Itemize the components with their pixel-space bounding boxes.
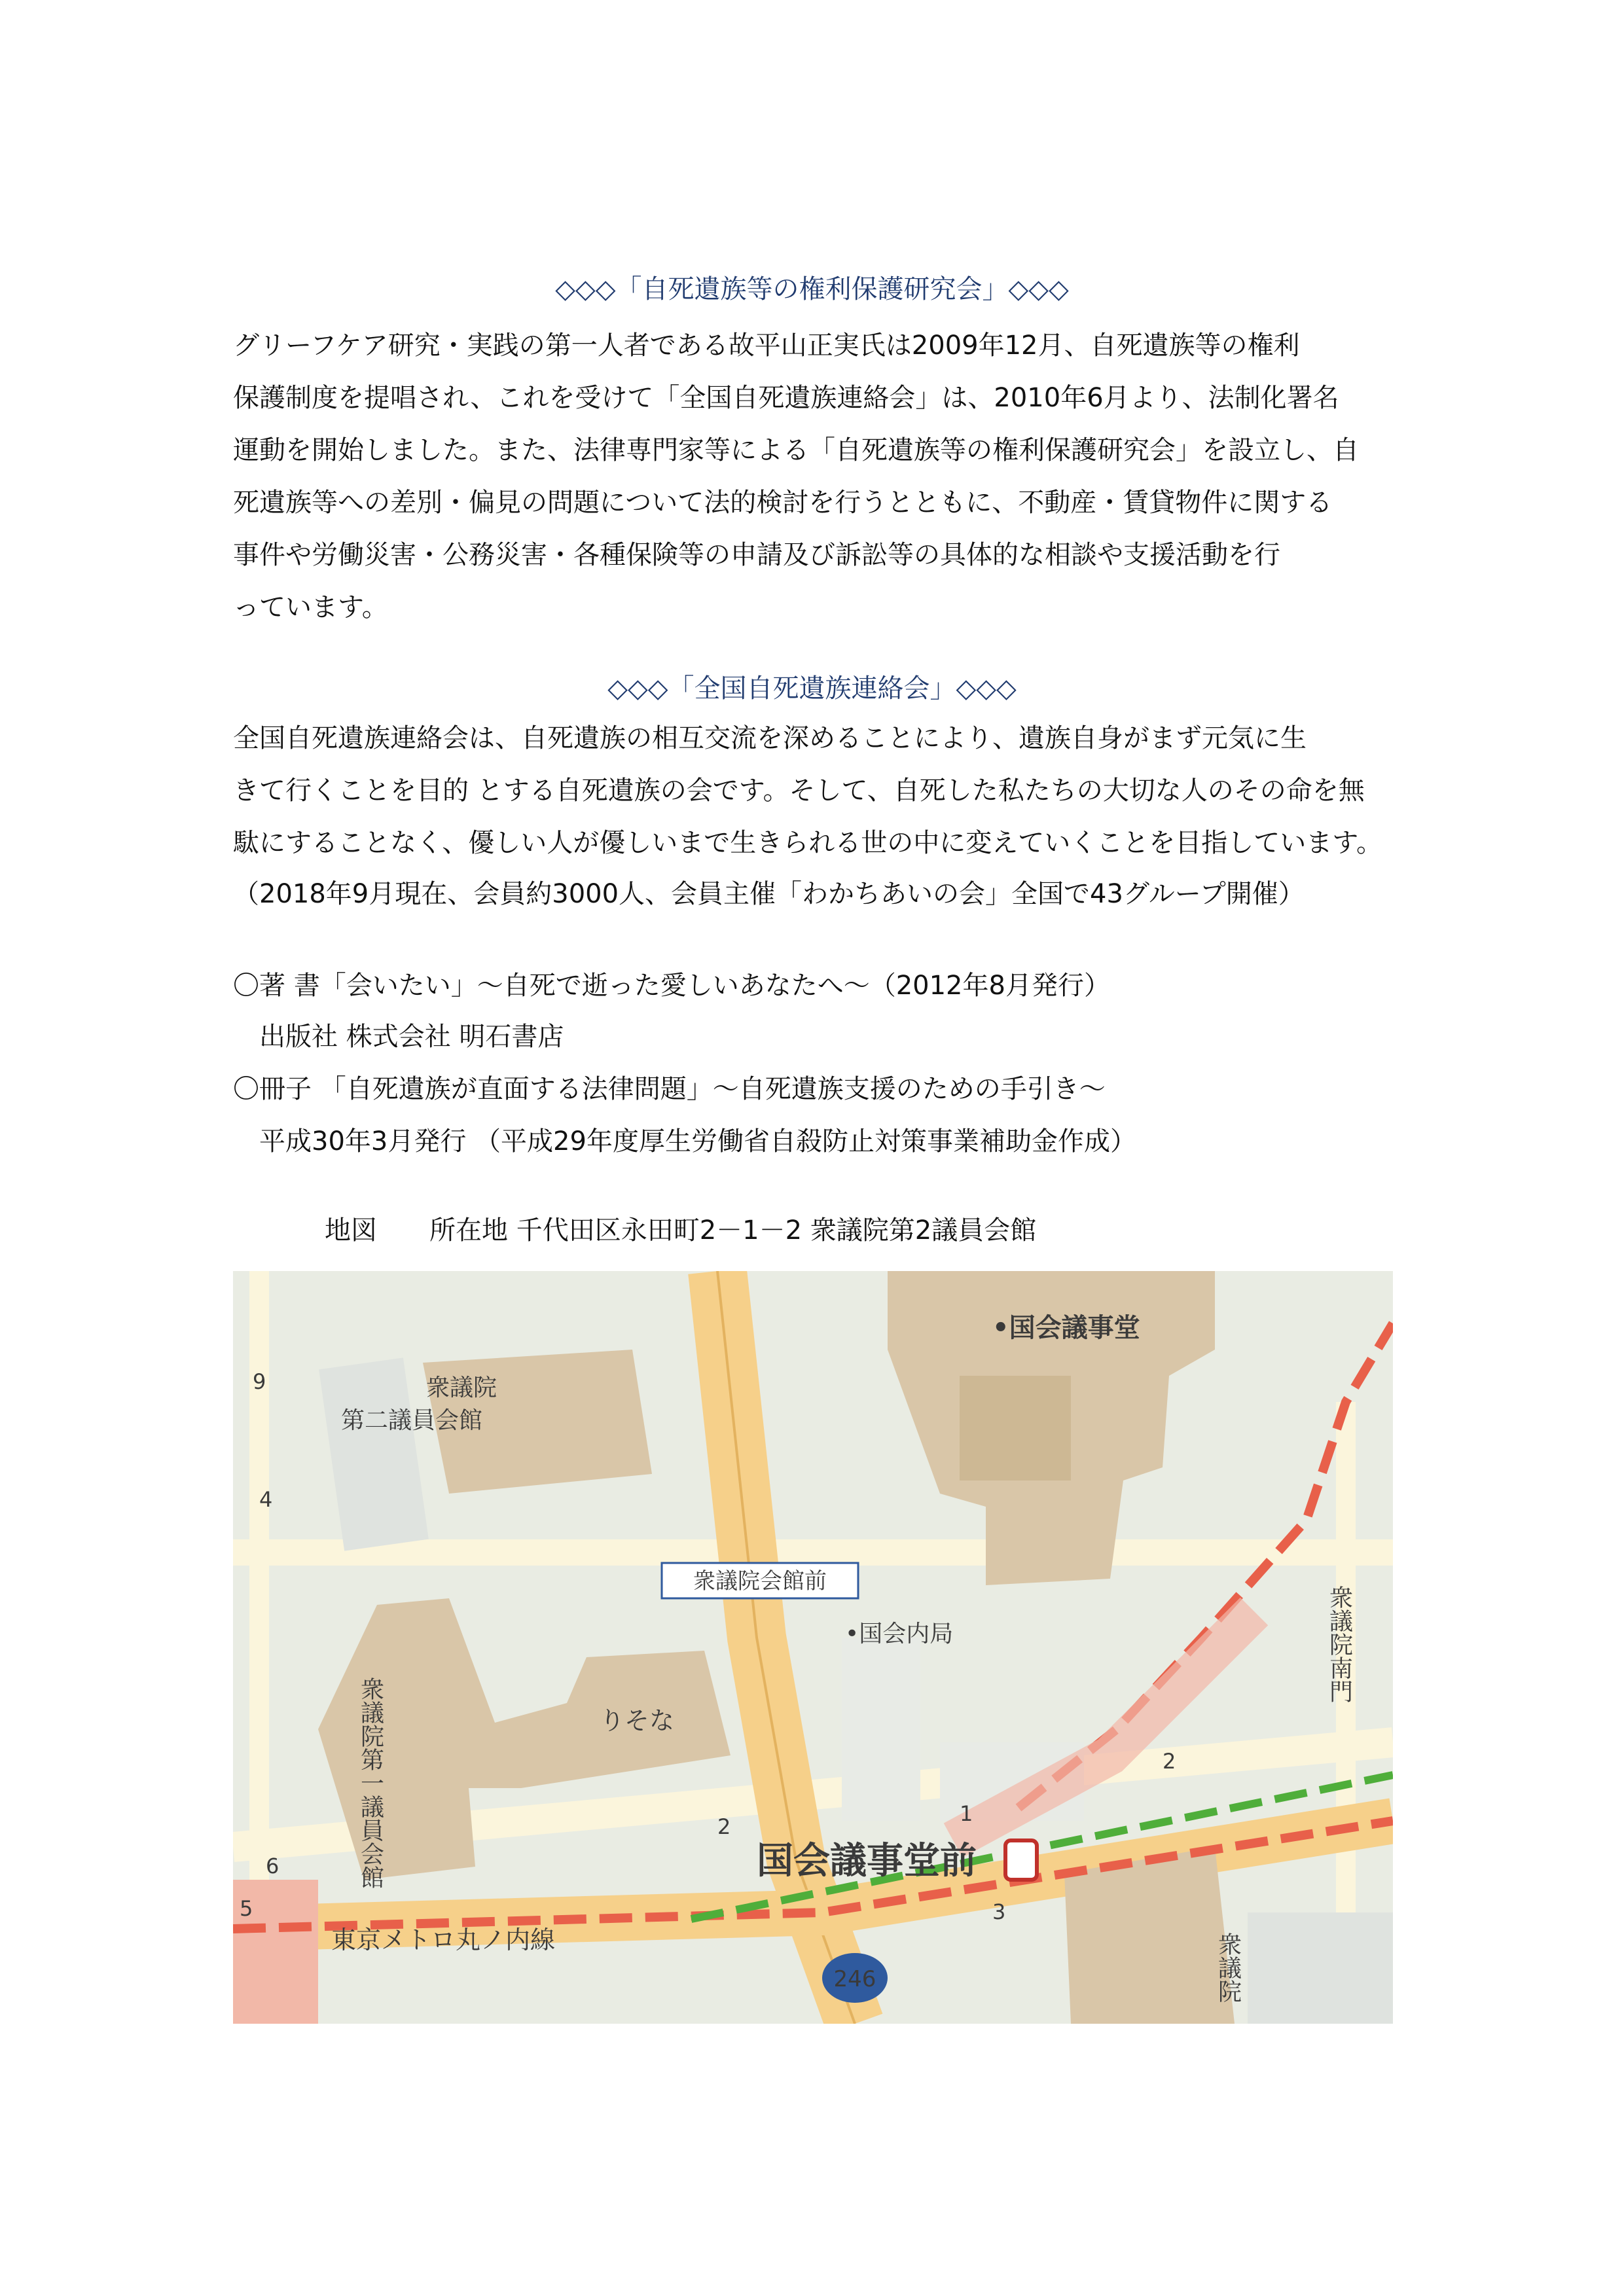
paragraph-line: きて行くことを目的 とする自死遺族の会です。そして、自死した私たちの大切な人のその命を無 bbox=[233, 776, 1365, 806]
map-label-kokkai-post: •国会内局 bbox=[845, 1621, 954, 1647]
paragraph-line: グリーフケア研究・実践の第一人者である故平山正実氏は2009年12月、自死遺族等の権利 bbox=[233, 331, 1300, 361]
section-heading-research: ◇◇◇「自死遺族等の権利保護研究会」◇◇◇ bbox=[555, 274, 1069, 304]
paragraph-line: 全国自死遺族連絡会は、自死遺族の相互交流を深めることにより、遺族自身がまず元気に生 bbox=[233, 723, 1307, 753]
station-icon bbox=[1005, 1840, 1037, 1880]
map-label-minamimon: 衆議院南門 bbox=[1326, 1585, 1353, 1703]
map-label-station-bus: 衆議院会館前 bbox=[693, 1568, 827, 1594]
paragraph-line: 保護制度を提唱され、これを受けて「全国自死遺族連絡会」は、2010年6月より、法制化署名 bbox=[233, 383, 1339, 413]
paragraph-line: 駄にすることなく、優しい人が優しいまで生きられる世の中に変えていくことを目指しています。 bbox=[233, 828, 1382, 858]
paragraph-line: 運動を開始しました。また、法律専門家等による「自死遺族等の権利保護研究会」を設立し、自 bbox=[233, 435, 1359, 465]
map-label-bottom: 衆議院 bbox=[1214, 1932, 1242, 2003]
location-map[interactable] bbox=[233, 1271, 1393, 2024]
paragraph-line: （2018年9月現在、会員約3000人、会員主催「わかちあいの会」全国で43グループ開催） bbox=[233, 879, 1305, 909]
map-label-route: 246 bbox=[833, 1966, 876, 1992]
paragraph-line: 事件や労働災害・公務災害・各種保険等の申請及び訴訟等の具体的な相談や支援活動を行 bbox=[233, 540, 1280, 570]
paragraph-line: っています。 bbox=[233, 592, 388, 622]
section-heading-liaison: ◇◇◇「全国自死遺族連絡会」◇◇◇ bbox=[607, 673, 1017, 704]
map-label-metro-line: 東京メトロ丸ノ内線 bbox=[331, 1926, 556, 1954]
map-label-dai2-line2: 第二議員会館 bbox=[341, 1407, 483, 1434]
map-caption: 地図 所在地 千代田区永田町2－1－2 衆議院第2議員会館 bbox=[325, 1215, 1037, 1246]
publication-booklet-date: 平成30年3月発行 （平成29年度厚生労働省自殺防止対策事業補助金作成） bbox=[233, 1126, 1136, 1157]
map-label-kokkai: •国会議事堂 bbox=[992, 1313, 1140, 1343]
svg-text:6: 6 bbox=[266, 1854, 280, 1878]
map-label-dai2-line1: 衆議院 bbox=[426, 1374, 497, 1401]
svg-text:2: 2 bbox=[1163, 1749, 1176, 1774]
map-label-resona: りそな bbox=[600, 1706, 675, 1735]
map-label-station-main: 国会議事堂前 bbox=[757, 1840, 977, 1882]
svg-text:9: 9 bbox=[253, 1369, 266, 1394]
map-label-dai1: 衆議院第一議員会館 bbox=[357, 1677, 384, 1889]
publication-booklet: 〇冊子 「自死遺族が直面する法律問題」～自死遺族支援のための手引き～ bbox=[233, 1074, 1106, 1104]
svg-text:2: 2 bbox=[717, 1814, 731, 1839]
publication-publisher: 出版社 株式会社 明石書店 bbox=[233, 1022, 564, 1052]
svg-text:1: 1 bbox=[960, 1801, 973, 1826]
svg-text:3: 3 bbox=[992, 1899, 1006, 1924]
paragraph-line: 死遺族等への差別・偏見の問題について法的検討を行うとともに、不動産・賃貸物件に関する bbox=[233, 488, 1333, 518]
publication-book: 〇著 書「会いたい」～自死で逝った愛しいあなたへ～（2012年8月発行） bbox=[233, 971, 1110, 1001]
svg-text:5: 5 bbox=[240, 1896, 253, 1921]
svg-text:4: 4 bbox=[259, 1487, 273, 1512]
